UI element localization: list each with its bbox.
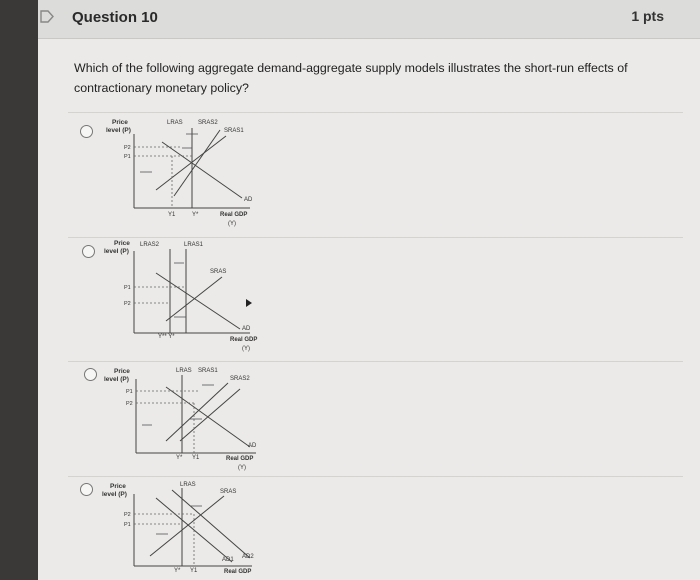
- ystar-label: Y*: [192, 212, 199, 218]
- p2-label: P2: [124, 145, 131, 151]
- answer-option-1[interactable]: [38, 112, 700, 237]
- sras-label: SRAS: [210, 269, 227, 275]
- ad-label: AD: [244, 197, 253, 203]
- question-title: Question 10: [72, 9, 158, 26]
- y-label: (Y): [242, 346, 250, 352]
- y1-label: Y1: [168, 212, 176, 218]
- p1-label: P1: [126, 389, 133, 395]
- y1-label: Y1: [190, 568, 198, 574]
- option-1-graph: [90, 112, 270, 234]
- lras-label: LRAS: [167, 120, 183, 126]
- ad1-label: AD1: [222, 557, 234, 563]
- y-label: (Y): [238, 465, 246, 471]
- lras-label: LRAS: [180, 482, 196, 488]
- real-gdp-label: Real GDP: [224, 569, 252, 575]
- sras-label: SRAS: [220, 489, 237, 495]
- option-3-graph: [90, 361, 280, 476]
- price-label: Price: [110, 483, 126, 490]
- p2-label: P2: [124, 301, 131, 307]
- real-gdp-label: Real GDP: [226, 456, 254, 462]
- answer-option-2[interactable]: [38, 237, 700, 361]
- p1-label: P1: [124, 285, 131, 291]
- lras2-label: LRAS2: [140, 242, 160, 248]
- flag-icon[interactable]: [40, 10, 54, 23]
- ystar-label: Y*: [174, 568, 181, 574]
- level-label: level (P): [104, 248, 129, 255]
- question-card: [38, 0, 700, 580]
- sras1-label: SRAS1: [224, 128, 244, 134]
- question-points: 1 pts: [631, 8, 664, 24]
- lras-label: LRAS: [176, 368, 192, 374]
- lras1-label: LRAS1: [184, 242, 204, 248]
- sras2-label: SRAS2: [198, 120, 218, 126]
- level-label: level (P): [102, 491, 127, 498]
- sras2-label: SRAS2: [230, 376, 250, 382]
- level-label: level (P): [106, 127, 131, 134]
- p1-label: P1: [124, 522, 131, 528]
- answer-option-4[interactable]: [38, 476, 700, 580]
- level-label: level (P): [104, 376, 129, 383]
- price-label: Price: [114, 368, 130, 375]
- y-label: (Y): [228, 221, 236, 227]
- price-label: Price: [112, 119, 128, 126]
- p2-label: P2: [126, 401, 133, 407]
- ystar-label: Y*: [176, 455, 183, 461]
- cursor-icon: [246, 299, 252, 307]
- p2-label: P2: [124, 512, 131, 518]
- p1-label: P1: [124, 154, 131, 160]
- real-gdp-label: Real GDP: [220, 212, 248, 218]
- real-gdp-label: Real GDP: [230, 337, 258, 343]
- sras1-label: SRAS1: [198, 368, 218, 374]
- question-header: [38, 0, 700, 39]
- answer-option-3[interactable]: [38, 361, 700, 476]
- y1-label: Y1: [192, 455, 200, 461]
- question-text: Which of the following aggregate demand-aggregate supply models illustrates the short-run effects of contractionary monetary policy?: [74, 61, 628, 95]
- option-4-graph: [90, 476, 280, 580]
- ad-label: AD: [248, 443, 257, 449]
- option-2-graph: [90, 237, 280, 359]
- ystars-label: Y** Y*: [158, 334, 175, 340]
- price-label: Price: [114, 240, 130, 247]
- ad2-label: AD2: [242, 554, 254, 560]
- ad-label: AD: [242, 326, 251, 332]
